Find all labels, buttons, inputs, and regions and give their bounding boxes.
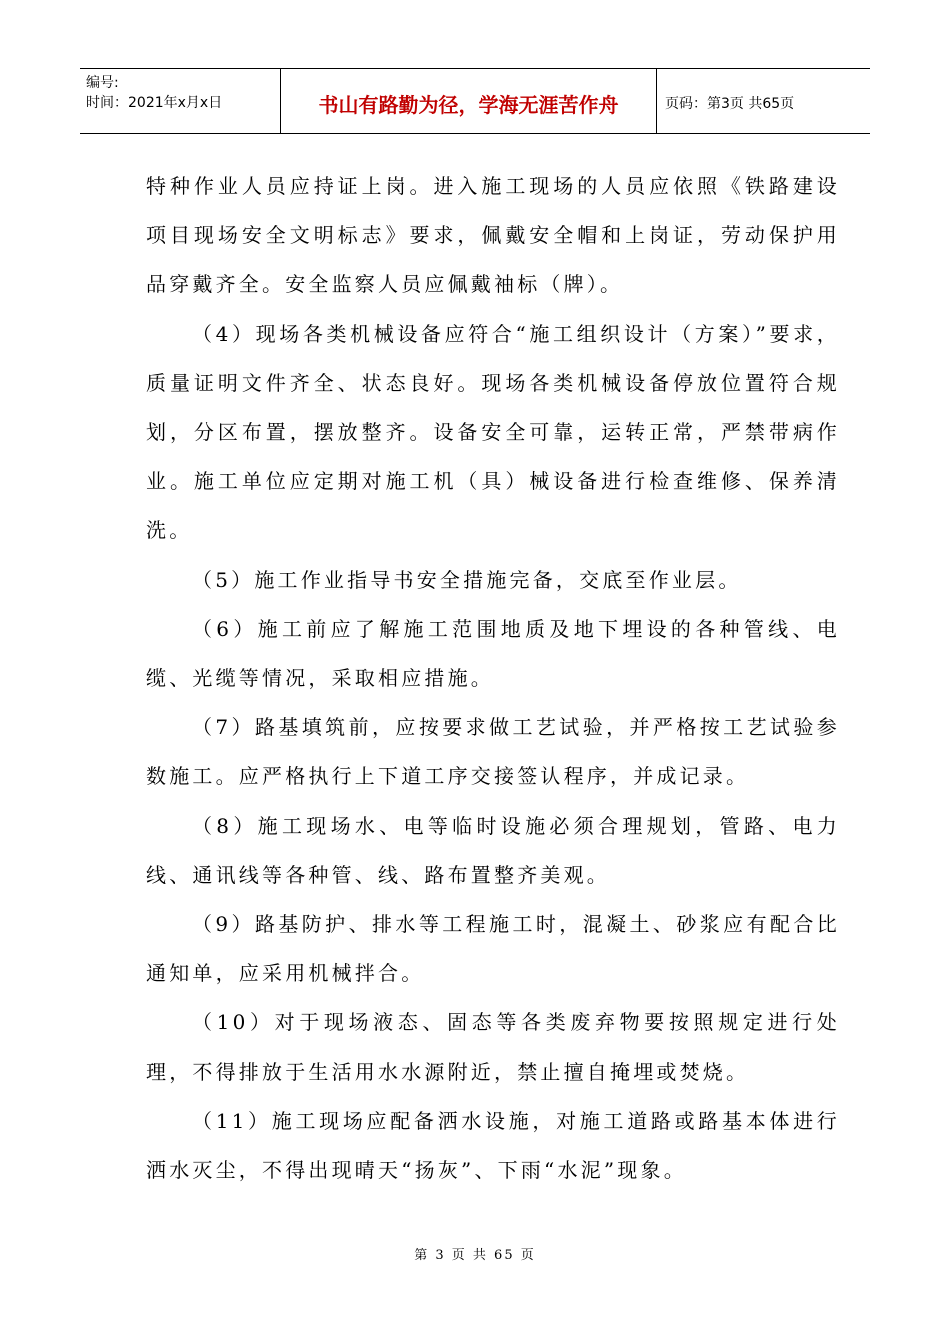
paragraph-item-7: （7）路基填筑前，应按要求做工艺试验，并严格按工艺试验参数施工。应严格执行上下道工序交接签认程序，并成记录。 — [146, 715, 840, 789]
header-motto: 书山有路勤为径，学海无涯苦作舟 — [281, 69, 657, 133]
page-footer: 第 3 页 共 65 页 — [414, 1248, 536, 1263]
paragraph-item-11: （11）施工现场应配备洒水设施，对施工道路或路基本体进行洒水灭尘，不得出现晴天“扬灰”、下雨“水泥”现象。 — [146, 1108, 840, 1183]
paragraph-item-4: （4）现场各类机械设备应符合“施工组织设计（方案）”要求，质量证明文件齐全、状态良好。现场各类机械设备停放位置符合规划，分区布置，摆放整齐。设备安全可靠，运转正常，严禁带病作业。施工单位应定期对施工机（具）械设备进行检查维修、保养清洗。 — [146, 321, 840, 543]
paragraph-item-5: （5）施工作业指导书安全措施完备，交底至作业层。 — [192, 567, 742, 592]
header-meta — [80, 69, 281, 133]
paragraph-item-6: （6）施工前应了解施工范围地质及地下埋设的各种管线、电缆、光缆等情况，采取相应措施。 — [146, 616, 840, 691]
paragraph-item-10: （10）对于现场液态、固态等各类废弃物要按照规定进行处理，不得排放于生活用水水源附近，禁止擅自掩埋或焚烧。 — [146, 1010, 840, 1084]
header-page-info: 页码：第3页 共65页 — [665, 96, 795, 112]
document-time: 时间：2021年x月x日 — [86, 95, 223, 111]
paragraph-continuation: 特种作业人员应持证上岗。进入施工现场的人员应依照《铁路建设项目现场安全文明标志》要求，佩戴安全帽和上岗证，劳动保护用品穿戴齐全。安全监察人员应佩戴袖标（牌）。 — [146, 174, 840, 297]
page-header — [80, 68, 870, 134]
paragraph-item-8: （8）施工现场水、电等临时设施必须合理规划，管路、电力线、通讯线等各种管、线、路布置整齐美观。 — [146, 813, 840, 887]
paragraph-item-9: （9）路基防护、排水等工程施工时，混凝土、砂浆应有配合比通知单，应采用机械拌合。 — [146, 912, 840, 986]
document-body — [146, 162, 840, 1195]
document-number-label: 编号: — [86, 75, 119, 91]
